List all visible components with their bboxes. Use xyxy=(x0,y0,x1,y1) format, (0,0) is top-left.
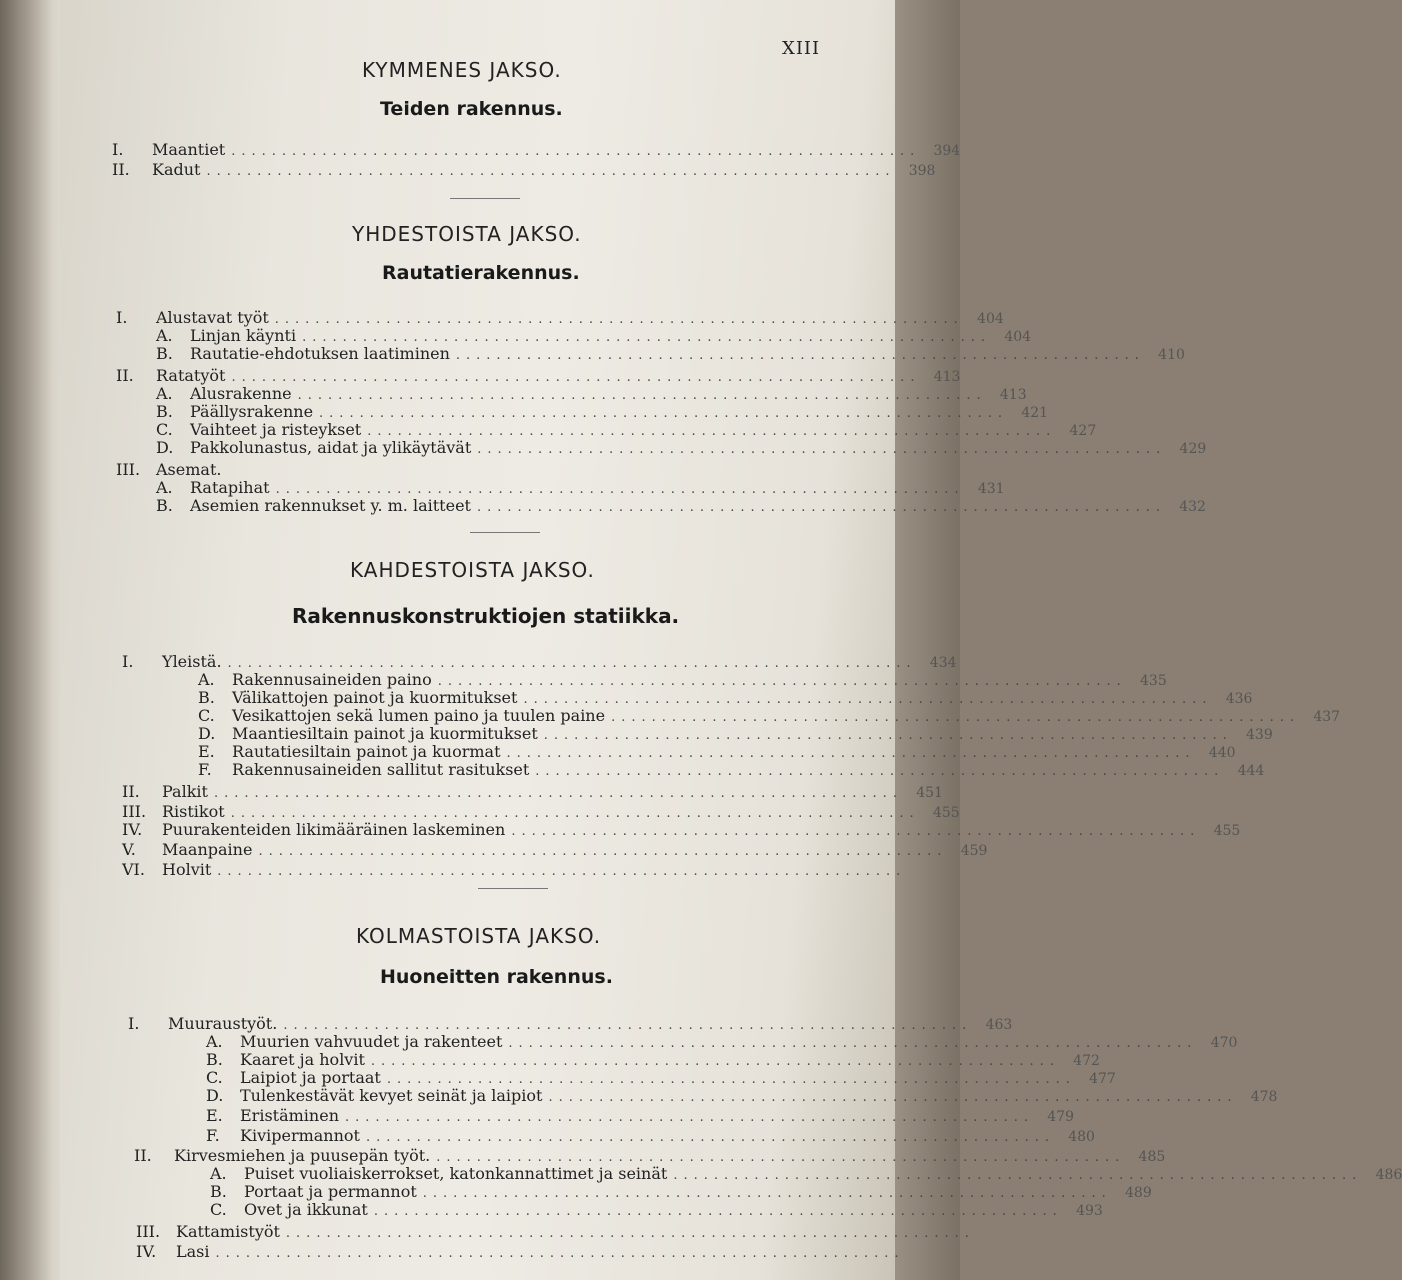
entry-label: Palkit xyxy=(162,782,208,801)
entry-label: Maanpaine xyxy=(162,840,253,859)
entry-page: 394 xyxy=(933,143,961,159)
entry-page: 398 xyxy=(908,163,936,179)
entry-label: Kadut xyxy=(152,160,201,179)
entry-number: I. xyxy=(112,140,124,159)
leader-dots: .................................................................... xyxy=(506,746,1196,761)
entry-page: 455 xyxy=(932,805,960,821)
leader-dots: .................................................................... xyxy=(345,1110,1034,1125)
entry-number: IV. xyxy=(122,820,143,839)
page-number: XIII xyxy=(782,38,821,59)
section-divider xyxy=(450,198,520,199)
part-title-kolmastoista: KOLMASTOISTA JAKSO. xyxy=(356,924,602,948)
toc-entry xyxy=(210,1200,1103,1220)
toc-entry xyxy=(116,308,1004,328)
section-title-teiden: Teiden rakennus. xyxy=(380,98,563,120)
entry-number: III. xyxy=(136,1222,161,1241)
entry-page: 429 xyxy=(1179,441,1207,457)
part-title-yhdestoista: YHDESTOISTA JAKSO. xyxy=(352,222,582,246)
entry-page: 479 xyxy=(1047,1109,1074,1125)
leader-dots: .................................................................... xyxy=(285,1226,975,1241)
entry-label: Ratapihat xyxy=(190,478,270,497)
entry-letter: F. xyxy=(198,760,212,779)
toc-entry xyxy=(198,688,1253,708)
leader-dots: .................................................................... xyxy=(548,1090,1238,1105)
toc-entry xyxy=(134,1146,1166,1166)
entry-page: 463 xyxy=(985,1017,1013,1033)
entry-number: I. xyxy=(122,652,134,671)
section-divider xyxy=(478,888,548,889)
entry-letter: A. xyxy=(206,1032,223,1051)
entry-letter: F. xyxy=(206,1126,220,1145)
entry-letter: A. xyxy=(198,670,215,689)
leader-dots: .................................................................... xyxy=(436,1150,1126,1165)
entry-page: 434 xyxy=(929,655,957,671)
entry-page: 436 xyxy=(1225,691,1253,707)
leader-dots: .................................................................... xyxy=(523,692,1213,707)
toc-entry xyxy=(156,384,1027,404)
entry-letter: B. xyxy=(156,344,173,363)
entry-letter: D. xyxy=(156,438,174,457)
entry-letter: C. xyxy=(206,1068,223,1087)
entry-label: Vaihteet ja risteykset xyxy=(190,420,362,439)
entry-letter: A. xyxy=(156,384,173,403)
entry-label: Kivipermannot xyxy=(240,1126,360,1145)
entry-page: 489 xyxy=(1125,1185,1152,1201)
leader-dots: .................................................................... xyxy=(297,388,987,403)
leader-dots: .................................................................... xyxy=(611,710,1301,725)
entry-label: Muuraustyöt. xyxy=(168,1014,278,1033)
toc-entry xyxy=(198,670,1167,690)
entry-page: 431 xyxy=(977,481,1005,497)
entry-label: Puurakenteiden likimääräinen laskeminen xyxy=(162,820,506,839)
leader-dots: .................................................................... xyxy=(476,500,1166,515)
entry-letter: B. xyxy=(156,402,173,421)
toc-entry xyxy=(198,724,1273,744)
entry-letter: C. xyxy=(210,1200,227,1219)
leader-dots: .................................................................... xyxy=(373,1204,1063,1219)
entry-number: II. xyxy=(112,160,130,179)
entry-page: 432 xyxy=(1179,499,1206,515)
leader-dots: .................................................................... xyxy=(508,1036,1198,1051)
entry-label: Maantiet xyxy=(152,140,226,159)
leader-dots: .................................................................... xyxy=(275,482,965,497)
part-title-kahdestoista: KAHDESTOISTA JAKSO. xyxy=(350,558,595,582)
toc-entry xyxy=(112,160,936,180)
entry-letter: C. xyxy=(156,420,173,439)
leader-dots: .................................................................... xyxy=(511,824,1201,839)
entry-label: Ovet ja ikkunat xyxy=(244,1200,368,1219)
entry-label: Ratatyöt xyxy=(156,366,226,385)
toc-entry xyxy=(156,478,1005,498)
toc-entry xyxy=(136,1222,975,1242)
toc-entry xyxy=(210,1164,1402,1184)
leader-dots: .................................................................... xyxy=(258,844,948,859)
entry-number: VI. xyxy=(122,860,145,879)
entry-label: Välikattojen painot ja kuormitukset xyxy=(232,688,518,707)
entry-label: Vesikattojen sekä lumen paino ja tuulen paine xyxy=(232,706,606,725)
toc-entry xyxy=(198,742,1236,762)
entry-page: 440 xyxy=(1208,745,1236,761)
entry-number: I. xyxy=(128,1014,140,1033)
entry-page: 437 xyxy=(1313,709,1341,725)
toc-entry xyxy=(156,496,1206,516)
entry-label: Linjan käynti xyxy=(190,326,297,345)
entry-page: 410 xyxy=(1158,347,1185,363)
entry-label: Alustavat työt xyxy=(156,308,269,327)
entry-letter: A. xyxy=(156,326,173,345)
entry-label: Muurien vahvuudet ja rakenteet xyxy=(240,1032,503,1051)
leader-dots: .................................................................... xyxy=(231,370,921,385)
toc-entry xyxy=(122,860,907,880)
entry-page: 493 xyxy=(1076,1203,1103,1219)
entry-page: 455 xyxy=(1213,823,1241,839)
leader-dots: .................................................................... xyxy=(231,144,921,159)
section-divider xyxy=(470,532,540,533)
entry-page: 404 xyxy=(1004,329,1032,345)
toc-entry xyxy=(116,460,846,480)
entry-page: 486 xyxy=(1375,1167,1402,1183)
entry-number: V. xyxy=(122,840,136,859)
toc-entry xyxy=(156,402,1049,422)
entry-label: Kirvesmiehen ja puusepän työt. xyxy=(174,1146,431,1165)
leader-dots: .................................................................... xyxy=(213,786,903,801)
leader-dots: .................................................................... xyxy=(227,656,917,671)
toc-entry xyxy=(122,652,957,672)
toc-entry xyxy=(210,1182,1152,1202)
entry-number: III. xyxy=(122,802,147,821)
section-title-huoneitten: Huoneitten rakennus. xyxy=(380,966,613,988)
toc-entry xyxy=(198,706,1341,726)
entry-label: Kattamistyöt xyxy=(176,1222,280,1241)
leader-dots: .................................................................... xyxy=(302,330,992,345)
leader-dots: .................................................................... xyxy=(386,1072,1076,1087)
entry-page: 439 xyxy=(1246,727,1273,743)
entry-page: 435 xyxy=(1140,673,1167,689)
section-title-rautatie: Rautatierakennus. xyxy=(382,262,580,284)
entry-label: Ristikot xyxy=(162,802,225,821)
entry-letter: D. xyxy=(198,724,216,743)
entry-label: Yleistä. xyxy=(162,652,222,671)
toc-entry xyxy=(156,326,1032,346)
entry-label: Tulenkestävät kevyet seinät ja laipiot xyxy=(240,1086,543,1105)
leader-dots: .................................................................... xyxy=(422,1186,1112,1201)
leader-dots: .................................................................... xyxy=(673,1168,1363,1183)
toc-entry xyxy=(206,1106,1074,1126)
entry-page: 413 xyxy=(933,369,961,385)
entry-page: 485 xyxy=(1138,1149,1166,1165)
entry-label: Päällysrakenne xyxy=(190,402,314,421)
entry-page: 472 xyxy=(1073,1053,1100,1069)
entry-label: Alusrakenne xyxy=(190,384,292,403)
entry-letter: C. xyxy=(198,706,215,725)
toc-entry xyxy=(136,1242,905,1262)
entry-letter: B. xyxy=(210,1182,227,1201)
section-title-statiikka: Rakennuskonstruktiojen statiikka. xyxy=(292,604,680,628)
entry-letter: B. xyxy=(206,1050,223,1069)
entry-page: 477 xyxy=(1089,1071,1116,1087)
part-title-kymmenes: KYMMENES JAKSO. xyxy=(362,58,562,82)
entry-letter: E. xyxy=(206,1106,223,1125)
entry-label: Pakkolunastus, aidat ja ylikäytävät xyxy=(190,438,472,457)
entry-number: II. xyxy=(116,366,134,385)
toc-entry xyxy=(122,782,943,802)
entry-page: 404 xyxy=(977,311,1004,327)
entry-label: Rautatiesiltain painot ja kuormat xyxy=(232,742,501,761)
entry-label: Puiset vuoliaiskerrokset, katonkannattimet ja seinät xyxy=(244,1164,668,1183)
entry-number: I. xyxy=(116,308,128,327)
leader-dots: .................................................................... xyxy=(367,424,1057,439)
toc-entry xyxy=(122,820,1241,840)
entry-label: Laipiot ja portaat xyxy=(240,1068,381,1087)
toc-entry xyxy=(206,1126,1095,1146)
toc-entry xyxy=(156,420,1097,440)
entry-number: III. xyxy=(116,460,141,479)
entry-page: 459 xyxy=(960,843,988,859)
toc-entry xyxy=(122,840,988,860)
toc-entry xyxy=(206,1068,1116,1088)
entry-page: 427 xyxy=(1069,423,1097,439)
entry-label: Holvit xyxy=(162,860,212,879)
toc-entry xyxy=(156,344,1185,364)
entry-label: Asemien rakennukset y. m. laitteet xyxy=(190,496,471,515)
leader-dots: .................................................................... xyxy=(215,1246,905,1261)
entry-number: II. xyxy=(134,1146,152,1165)
toc-entry xyxy=(116,366,961,386)
entry-label: Maantiesiltain painot ja kuormitukset xyxy=(232,724,538,743)
entry-page: 413 xyxy=(999,387,1027,403)
leader-dots: .................................................................... xyxy=(370,1054,1060,1069)
entry-label: Rakennusaineiden paino xyxy=(232,670,432,689)
entry-label: Rakennusaineiden sallitut rasitukset xyxy=(232,760,530,779)
toc-entry xyxy=(198,760,1265,780)
leader-dots: .................................................................... xyxy=(477,442,1167,457)
page-edge-background xyxy=(895,0,960,1280)
entry-letter: B. xyxy=(198,688,215,707)
leader-dots: .................................................................... xyxy=(283,1018,973,1033)
entry-page: 451 xyxy=(916,785,943,801)
leader-dots: .................................................................... xyxy=(217,864,907,879)
leader-dots: .................................................................... xyxy=(365,1130,1055,1145)
entry-label: Portaat ja permannot xyxy=(244,1182,417,1201)
entry-number: IV. xyxy=(136,1242,157,1261)
toc-entry xyxy=(128,1014,1013,1034)
entry-label: Kaaret ja holvit xyxy=(240,1050,365,1069)
leader-dots: .................................................................... xyxy=(319,406,1009,421)
leader-dots: .................................................................... xyxy=(437,674,1127,689)
leader-dots: .................................................................... xyxy=(455,348,1145,363)
entry-page: 444 xyxy=(1237,763,1265,779)
entry-page: 421 xyxy=(1021,405,1049,421)
toc-entry xyxy=(206,1086,1278,1106)
entry-label: Lasi xyxy=(176,1242,210,1261)
toc-entry xyxy=(206,1032,1238,1052)
leader-dots: .................................................................... xyxy=(543,728,1233,743)
leader-dots: .................................................................... xyxy=(535,764,1225,779)
entry-letter: B. xyxy=(156,496,173,515)
entry-page: 470 xyxy=(1210,1035,1238,1051)
toc-entry xyxy=(122,802,960,822)
toc-entry xyxy=(156,438,1207,458)
entry-letter: D. xyxy=(206,1086,224,1105)
leader-dots: .................................................................... xyxy=(206,164,896,179)
entry-letter: E. xyxy=(198,742,215,761)
leader-dots: .................................................................... xyxy=(274,312,964,327)
entry-letter: A. xyxy=(210,1164,227,1183)
toc-entry xyxy=(112,140,961,160)
entry-page: 478 xyxy=(1250,1089,1278,1105)
entry-page: 480 xyxy=(1068,1129,1095,1145)
toc-entry xyxy=(206,1050,1100,1070)
entry-label: Rautatie-ehdotuksen laatiminen xyxy=(190,344,450,363)
entry-number: II. xyxy=(122,782,140,801)
entry-label: Asemat. xyxy=(156,460,222,479)
entry-letter: A. xyxy=(156,478,173,497)
leader-dots: .................................................................... xyxy=(230,806,920,821)
entry-label: Eristäminen xyxy=(240,1106,339,1125)
